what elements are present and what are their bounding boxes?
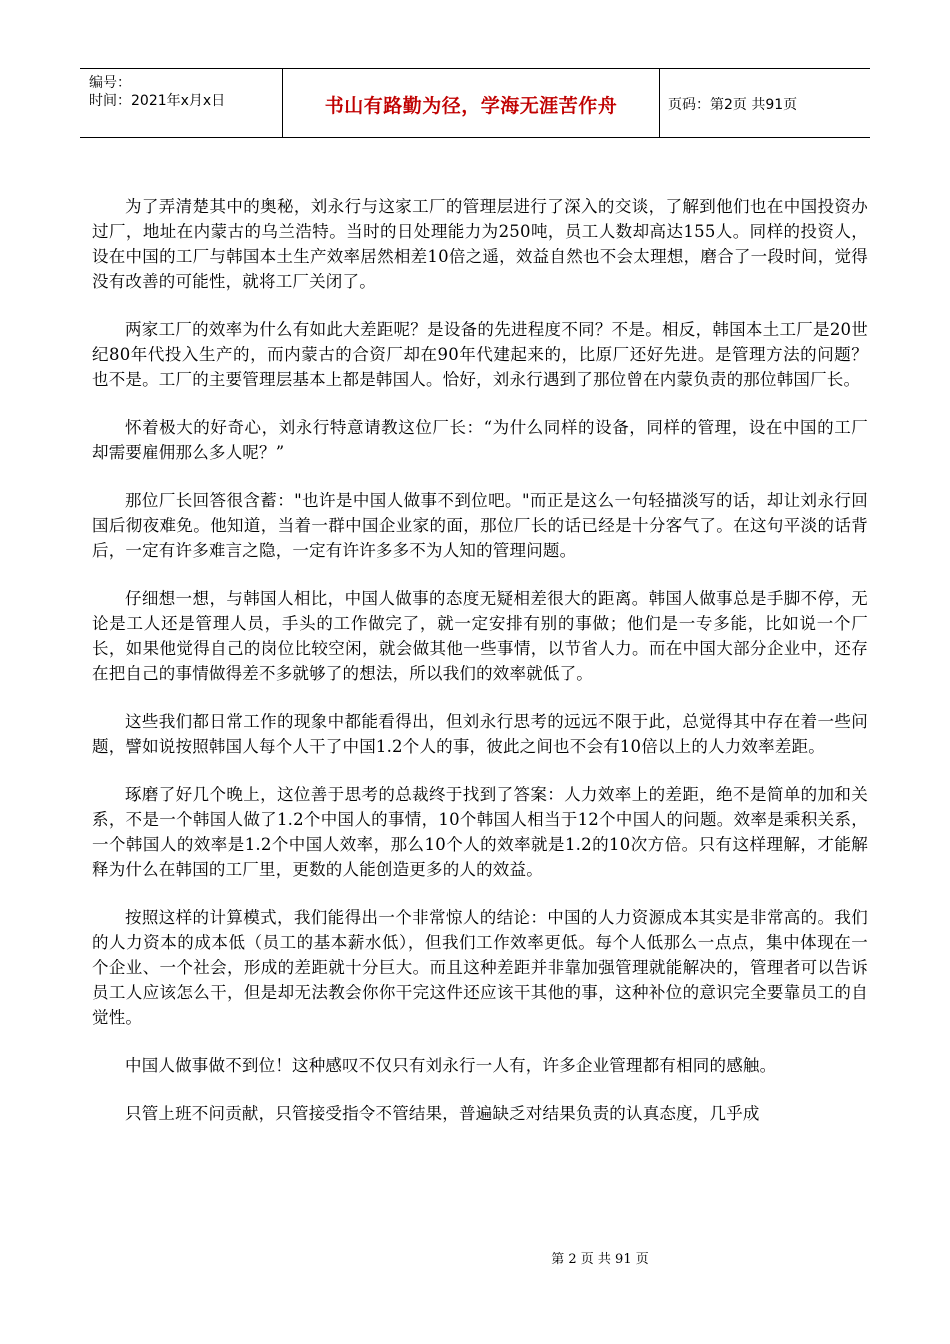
document-body xyxy=(92,194,868,1149)
document-header xyxy=(80,68,870,138)
paragraph: 怀着极大的好奇心，刘永行特意请教这位厂长：“为什么同样的设备，同样的管理，设在中国的工厂却需要雇佣那么多人呢？” xyxy=(92,418,868,462)
document-time-label: 时间：2021年x月x日 xyxy=(89,93,226,109)
paragraph: 按照这样的计算模式，我们能得出一个非常惊人的结论：中国的人力资源成本其实是非常高的。我们的人力资本的成本低（员工的基本薪水低），但我们工作效率更低。每个人低那么一点点，集中体现在一个企业、一个社会，形成的差距就十分巨大。而且这种差距并非靠加强管理就能解决的，管理者可以告诉员工人应该怎么干，但是却无法教会你你干完这件还应该干其他的事，这种补位的意识完全要靠员工的自觉性。 xyxy=(92,908,868,1027)
document-number-label: 编号： xyxy=(89,75,131,91)
paragraph: 为了弄清楚其中的奥秘，刘永行与这家工厂的管理层进行了深入的交谈，了解到他们也在中国投资办过厂，地址在内蒙古的乌兰浩特。当时的日处理能力为250吨，员工人数却高达155人。同样的投资人，设在中国的工厂与韩国本土生产效率居然相差10倍之遥，效益自然也不会太理想，磨合了一段时间，觉得没有改善的可能性，就将工厂关闭了。 xyxy=(92,197,868,291)
paragraph: 这些我们都日常工作的现象中都能看得出，但刘永行思考的远远不限于此，总觉得其中存在着一些问题，譬如说按照韩国人每个人干了中国1.2个人的事，彼此之间也不会有10倍以上的人力效率差距。 xyxy=(92,712,868,756)
paragraph: 琢磨了好几个晚上，这位善于思考的总裁终于找到了答案：人力效率上的差距，绝不是简单的加和关系，不是一个韩国人做了1.2个中国人的事情，10个韩国人相当于12个中国人的问题。效率是乘积关系，一个韩国人的效率是1.2个中国人效率，那么10个人的效率就是1.2的10次方倍。只有这样理解，才能解释为什么在韩国的工厂里，更数的人能创造更多的人的效益。 xyxy=(92,785,868,879)
paragraph: 两家工厂的效率为什么有如此大差距呢？是设备的先进程度不同？不是。相反，韩国本土工厂是20世纪80年代投入生产的，而内蒙古的合资厂却在90年代建起来的，比原厂还好先进。是管理方法的问题？也不是。工厂的主要管理层基本上都是韩国人。恰好，刘永行遇到了那位曾在内蒙负责的那位韩国厂长。 xyxy=(92,320,868,389)
footer-page-number: 第 2 页 共 91 页 xyxy=(551,1252,649,1267)
header-page-cell xyxy=(660,69,870,137)
paragraph: 只管上班不问贡献，只管接受指令不管结果，普遍缺乏对结果负责的认真态度，几乎成 xyxy=(125,1104,760,1123)
paragraph: 那位厂长回答很含蓄："也许是中国人做事不到位吧。"而正是这么一句轻描淡写的话，却让刘永行回国后彻夜难免。他知道，当着一群中国企业家的面，那位厂长的话已经是十分客气了。在这句平淡的话背后，一定有许多难言之隐，一定有许许多多不为人知的管理问题。 xyxy=(92,491,868,560)
header-page-info: 页码：第2页 共91页 xyxy=(668,97,798,113)
page-footer xyxy=(0,1248,950,1267)
header-meta-cell xyxy=(80,69,283,137)
paragraph: 仔细想一想，与韩国人相比，中国人做事的态度无疑相差很大的距离。韩国人做事总是手脚不停，无论是工人还是管理人员，手头的工作做完了，就一定安排有别的事做；他们是一专多能，比如说一个厂长，如果他觉得自己的岗位比较空闲，就会做其他一些事情，以节省人力。而在中国大部分企业中，还存在把自己的事情做得差不多就够了的想法，所以我们的效率就低了。 xyxy=(92,589,868,683)
header-motto: 书山有路勤为径，学海无涯苦作舟 xyxy=(324,95,618,117)
header-motto-cell xyxy=(283,69,660,137)
paragraph: 中国人做事做不到位！这种感叹不仅只有刘永行一人有，许多企业管理都有相同的感触。 xyxy=(125,1056,777,1075)
